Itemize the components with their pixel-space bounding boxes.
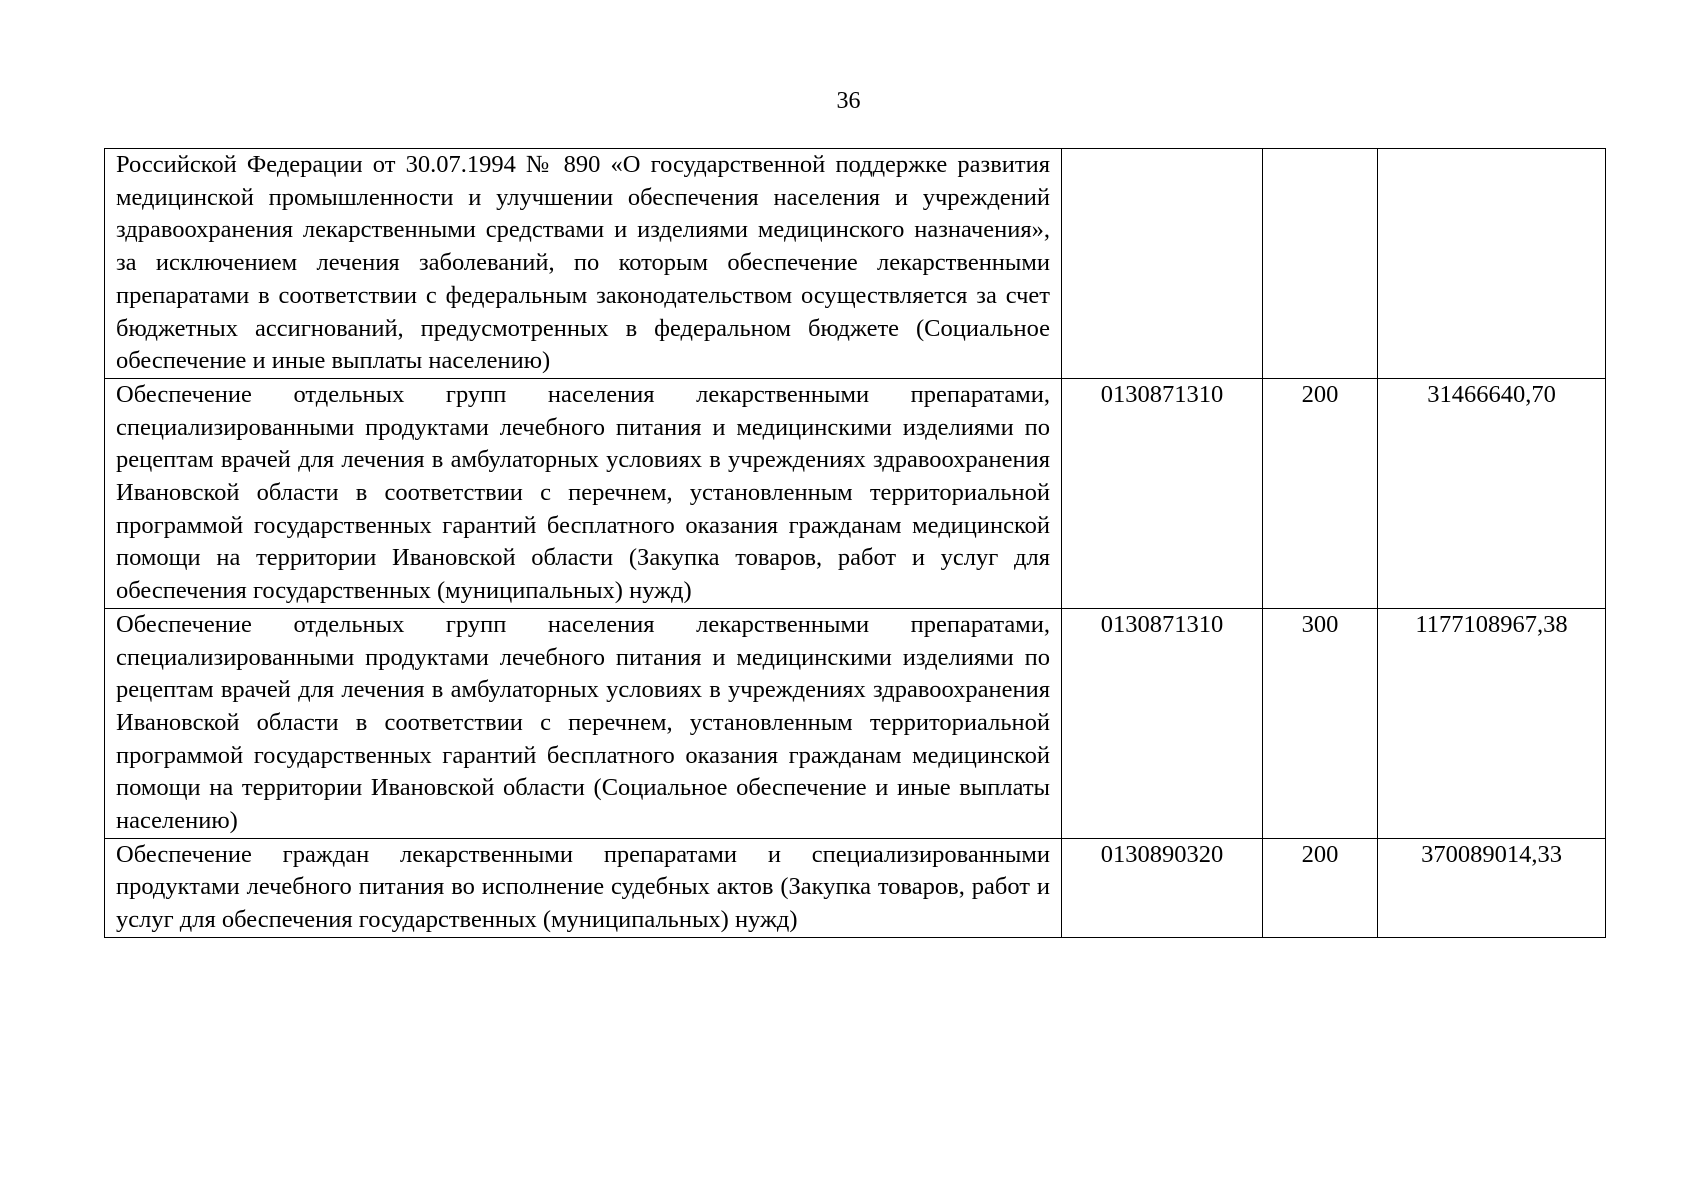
row-description: Обеспечение отдельных групп населения лекарственными препаратами, специализированными продуктами лечебного питания и медицинскими изделиями по рецептам врачей для лечения в амбулаторных условиях в учреждениях здравоохранения Ивановской области в соответствии с перечнем, установленным территориальной программой государственных гарантий бесплатного оказания гражданам медицинской помощи на территории Ивановской области (Социальное обеспечение и иные выплаты населению) bbox=[105, 608, 1062, 838]
row-amount: 1177108967,38 bbox=[1378, 608, 1606, 838]
row-expense-type bbox=[1263, 149, 1378, 379]
row-target-code bbox=[1062, 149, 1263, 379]
row-description: Российской Федерации от 30.07.1994 № 890 «О государственной поддержке развития медицинской промышленности и улучшении обеспечения населения и учреждений здравоохранения лекарственными средствами и изделиями медицинского назначения», за исключением лечения заболеваний, по которым обеспечение лекарственными препаратами в соответствии с федеральным законодательством осуществляется за счет бюджетных ассигнований, предусмотренных в федеральном бюджете (Социальное обеспечение и иные выплаты населению) bbox=[105, 149, 1062, 379]
row-target-code: 0130871310 bbox=[1062, 608, 1263, 838]
row-amount: 31466640,70 bbox=[1378, 378, 1606, 608]
table-row bbox=[105, 378, 1606, 608]
row-expense-type: 200 bbox=[1263, 378, 1378, 608]
page-number: 36 bbox=[836, 88, 861, 114]
row-amount bbox=[1378, 149, 1606, 379]
row-description: Обеспечение отдельных групп населения лекарственными препаратами, специализированными продуктами лечебного питания и медицинскими изделиями по рецептам врачей для лечения в амбулаторных условиях в учреждениях здравоохранения Ивановской области в соответствии с перечнем, установленным территориальной программой государственных гарантий бесплатного оказания гражданам медицинской помощи на территории Ивановской области (Закупка товаров, работ и услуг для обеспечения государственных (муниципальных) нужд) bbox=[105, 378, 1062, 608]
row-amount: 370089014,33 bbox=[1378, 838, 1606, 937]
row-expense-type: 300 bbox=[1263, 608, 1378, 838]
budget-table bbox=[104, 148, 1606, 938]
row-target-code: 0130871310 bbox=[1062, 378, 1263, 608]
row-description: Обеспечение граждан лекарственными препаратами и специализированными продуктами лечебного питания во исполнение судебных актов (Закупка товаров, работ и услуг для обеспечения государственных (муниципальных) нужд) bbox=[105, 838, 1062, 937]
row-target-code: 0130890320 bbox=[1062, 838, 1263, 937]
table-row bbox=[105, 149, 1606, 379]
row-expense-type: 200 bbox=[1263, 838, 1378, 937]
table-row bbox=[105, 838, 1606, 937]
table-row bbox=[105, 608, 1606, 838]
